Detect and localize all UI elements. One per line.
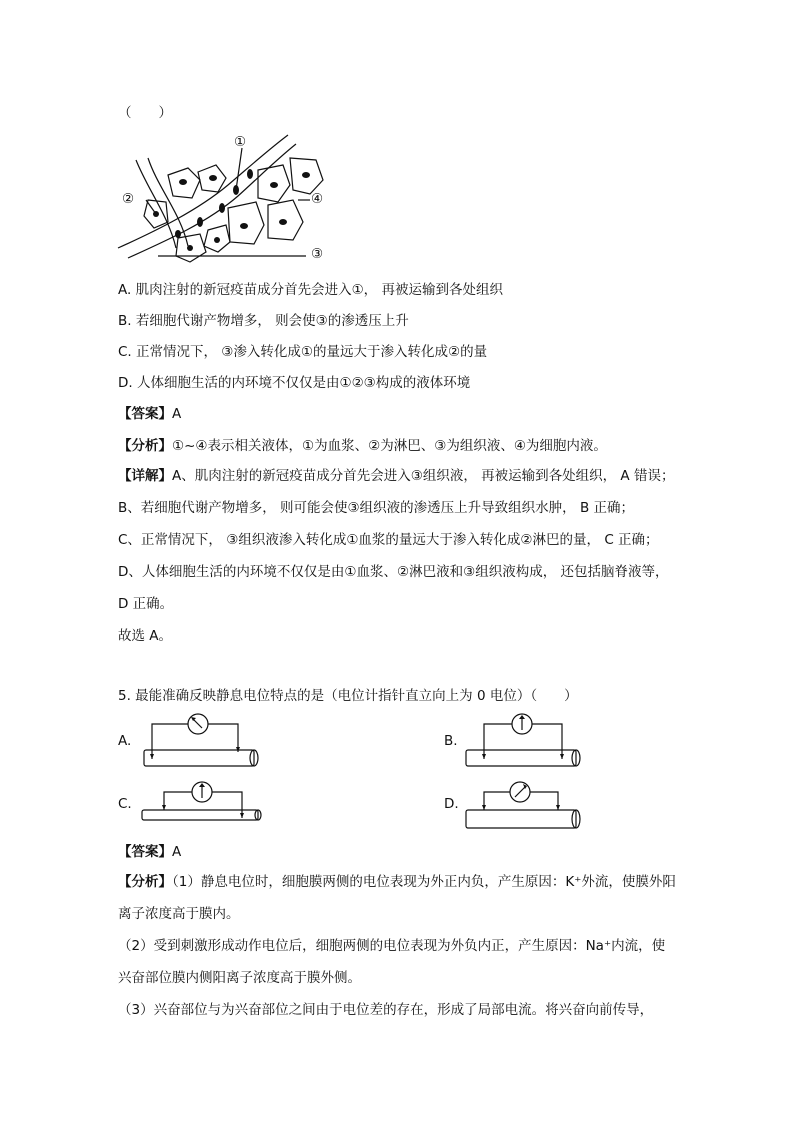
detail-a: 【详解】A、肌肉注射的新冠疫苗成分首先会进入③组织液， 再被运输到各处组织， A 错误； <box>118 468 675 484</box>
option-label-d: D. <box>444 796 459 812</box>
detail-d: D、人体细胞生活的内环境不仅仅是由①血浆、②淋巴液和③组织液构成， 还包括脑脊液等， D 正确。 <box>118 564 669 612</box>
question5-stem: 5. 最能准确反映静息电位特点的是（电位计指针直立向上为 0 电位）（ ） <box>118 688 578 704</box>
detail-b: B、若细胞代谢产物增多， 则可能会使③组织液的渗透压上升导致组织水肿， B 正确； <box>118 500 634 516</box>
detail-c: C、正常情况下， ③组织液渗入转化成①血浆的量远大于渗入转化成②淋巴的量， C 正确； <box>118 532 659 548</box>
analysis-text: ①~④表示相关液体，①为血浆、②为淋巴、③为组织液、④为细胞内液。 <box>172 438 607 454</box>
question-paren: （ ） <box>118 105 172 121</box>
option-c: C. 正常情况下， ③渗入转化成①的量远大于渗入转化成②的量 <box>118 344 488 360</box>
q5-answer-line <box>118 842 181 862</box>
q5-answer-value: A <box>172 844 182 860</box>
answer-line <box>118 404 181 424</box>
q5-analysis-tag: 【分析】 <box>118 874 172 890</box>
option-b: B. 若细胞代谢产物增多， 则会使③的渗透压上升 <box>118 313 409 329</box>
electrometer-diagram-d <box>462 772 587 832</box>
q5-analysis-block <box>118 866 678 1026</box>
conclusion: 故选 A。 <box>118 628 173 644</box>
electrometer-diagram-a <box>138 712 263 768</box>
q5-answer-tag: 【答案】 <box>118 844 172 860</box>
detail-tag: 【详解】 <box>118 468 172 484</box>
figure-label-4: ④ <box>311 191 324 207</box>
electrometer-diagram-b <box>462 712 587 768</box>
answer-tag: 【答案】 <box>118 406 172 422</box>
tissue-figure <box>118 130 338 265</box>
answer-value: A <box>172 406 182 422</box>
figure-label-3: ③ <box>311 246 324 262</box>
option-label-a: A. <box>118 733 132 749</box>
option-label-b: B. <box>444 733 458 749</box>
option-d: D. 人体细胞生活的内环境不仅仅是由①②③构成的液体环境 <box>118 375 471 391</box>
q5-analysis-1: 【分析】（1）静息电位时，细胞膜两侧的电位表现为外正内负，产生原因：K⁺外流，使膜外阳离子浓度高于膜内。 <box>118 874 676 922</box>
q5-analysis-3: （3）兴奋部位与为兴奋部位之间由于电位差的存在，形成了局部电流。将兴奋向前传导， <box>118 1002 654 1018</box>
option-a: A. 肌肉注射的新冠疫苗成分首先会进入①， 再被运输到各处组织 <box>118 282 503 298</box>
detail-block <box>118 460 678 652</box>
q5-analysis-2: （2）受到刺激形成动作电位后，细胞两侧的电位表现为外负内正，产生原因：Na⁺内流，使兴奋部位膜内侧阳离子浓度高于膜外侧。 <box>118 938 666 986</box>
figure-label-1: ① <box>234 134 247 150</box>
analysis-tag: 【分析】 <box>118 438 172 454</box>
electrometer-diagram-c <box>138 778 263 828</box>
option-label-c: C. <box>118 796 132 812</box>
analysis-line <box>118 436 607 456</box>
figure-label-2: ② <box>122 191 135 207</box>
